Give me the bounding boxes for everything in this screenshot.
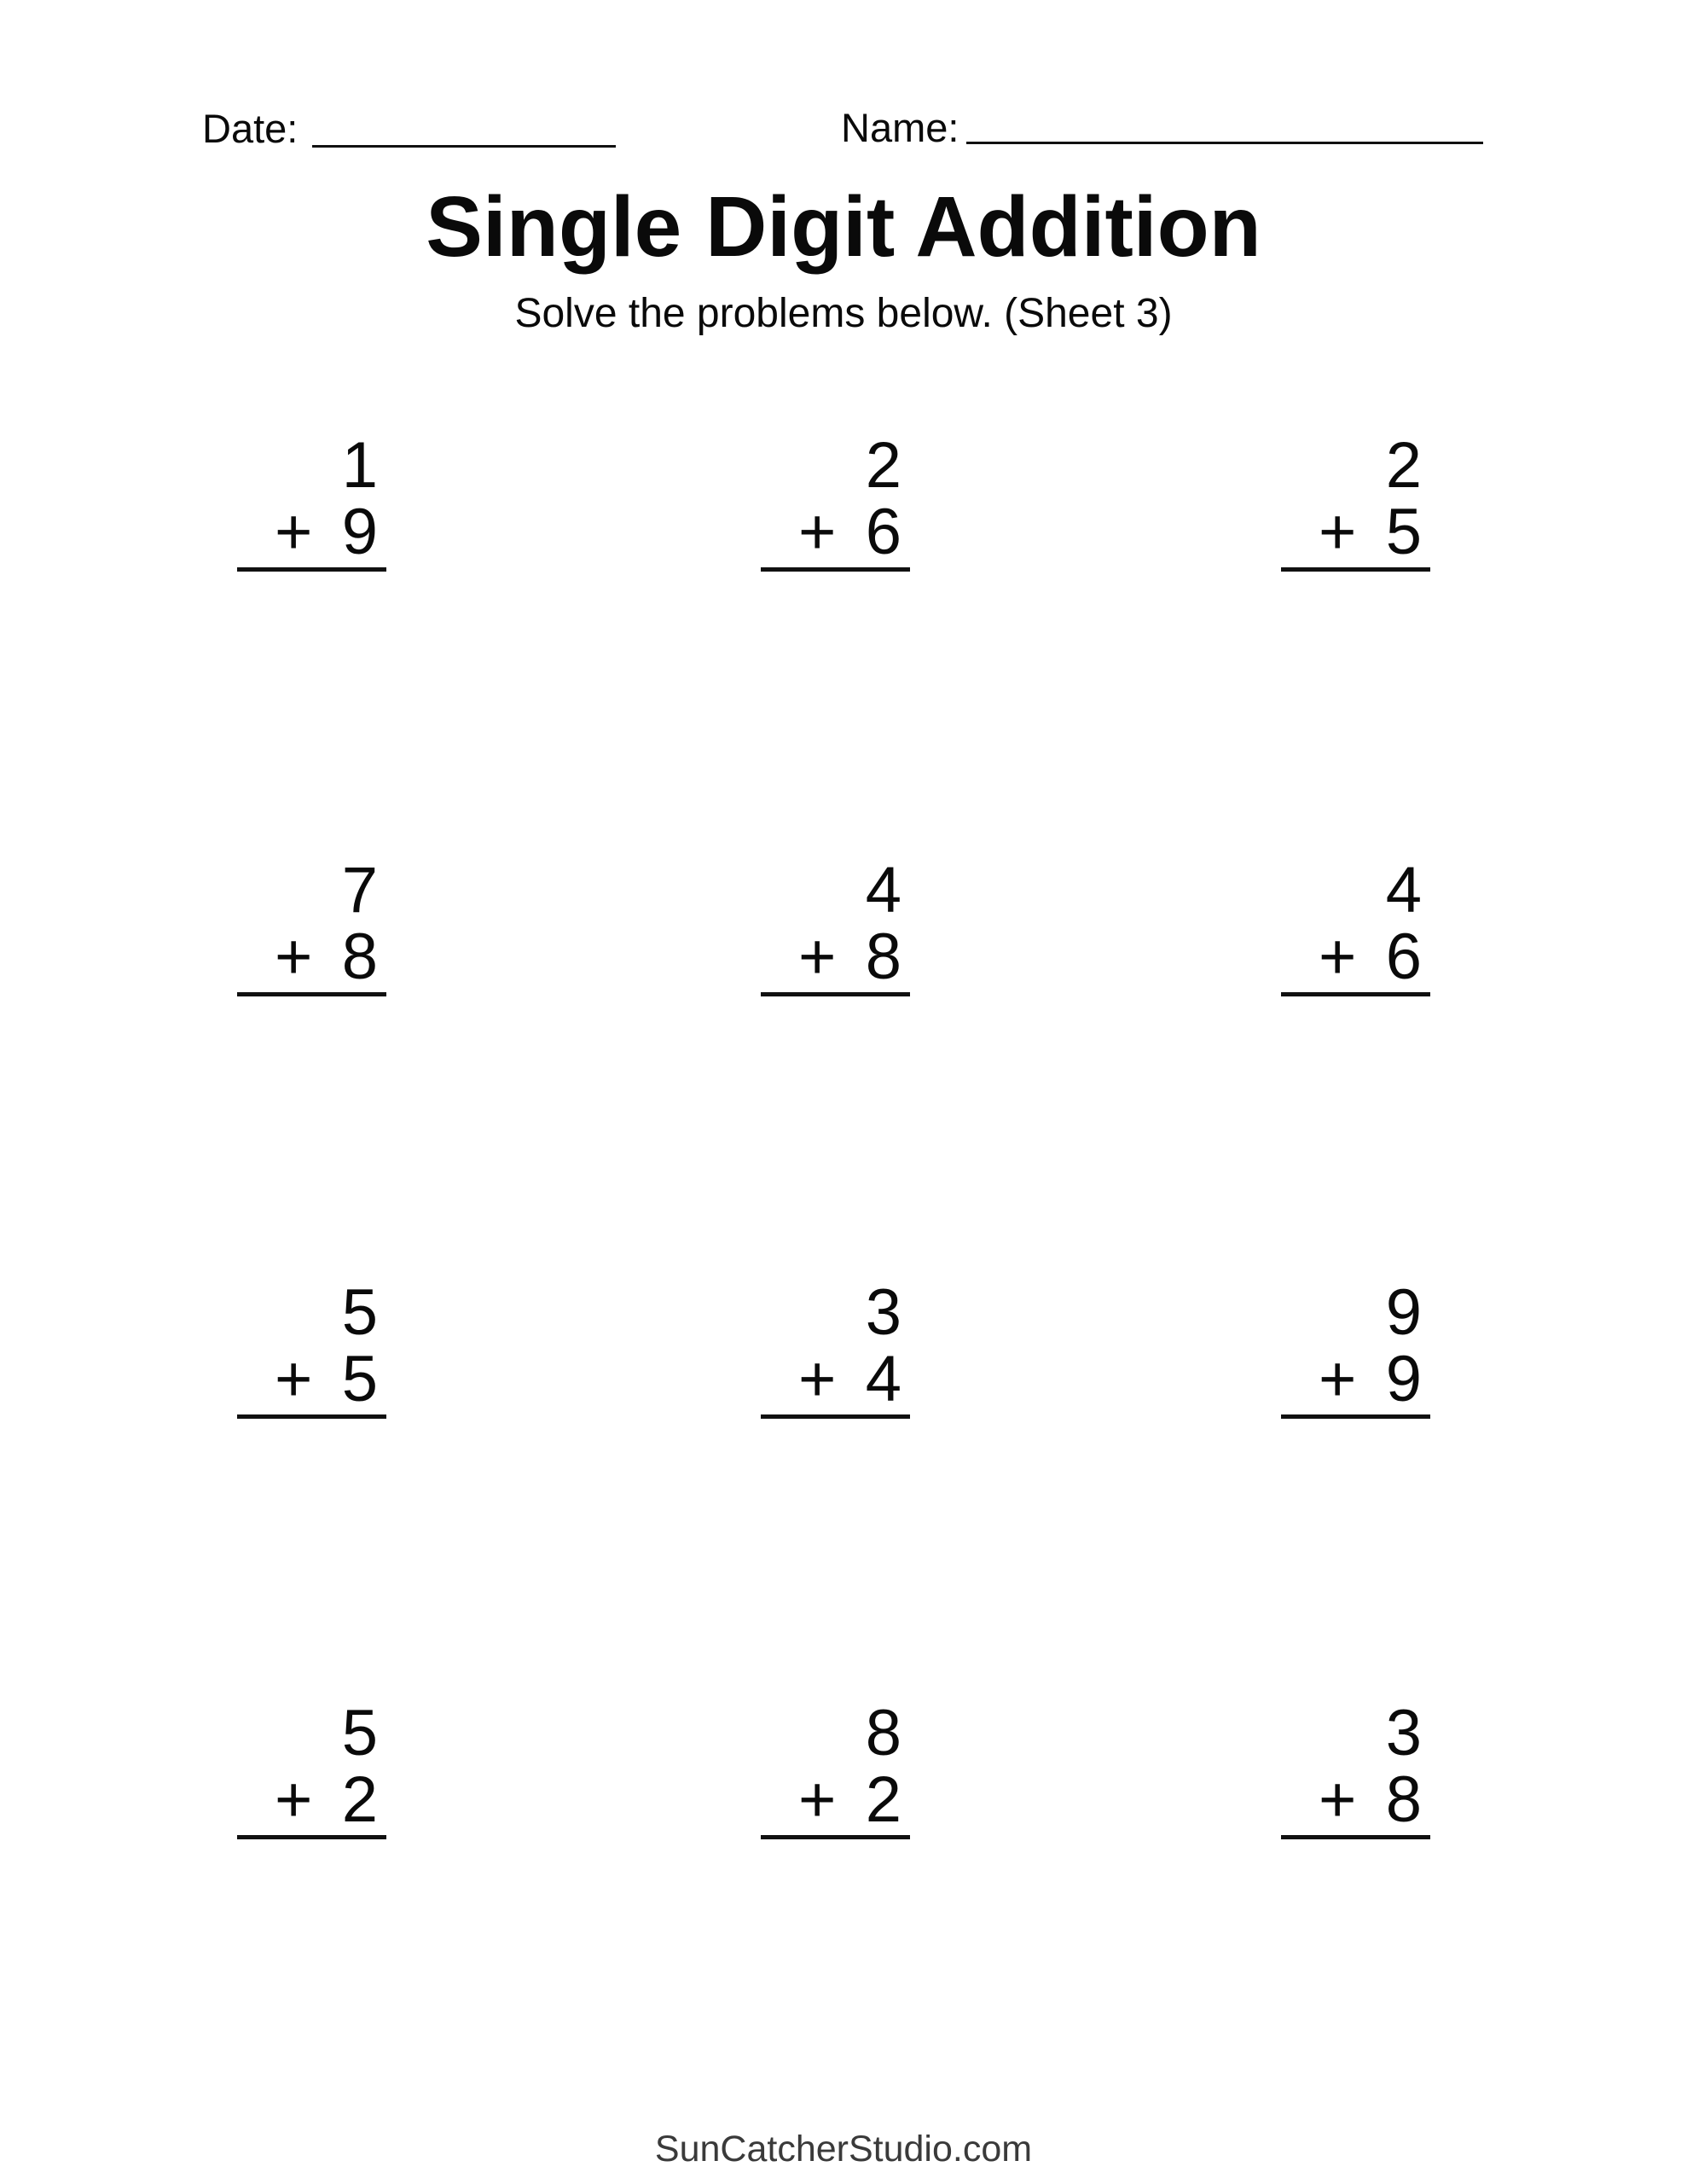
top-operand: 4 xyxy=(865,854,901,926)
bottom-operand: 2 xyxy=(341,1763,378,1836)
plus-operator: + xyxy=(1319,1343,1357,1415)
addition-problem-2 xyxy=(761,429,910,572)
bottom-operand: 4 xyxy=(865,1343,901,1415)
plus-operator: + xyxy=(1319,496,1357,568)
bottom-operand: 9 xyxy=(341,496,378,568)
addition-problem-5 xyxy=(761,854,910,996)
addition-problem-3 xyxy=(1281,429,1430,572)
bottom-operand: 2 xyxy=(865,1763,901,1836)
top-operand: 3 xyxy=(1385,1697,1422,1769)
plus-operator: + xyxy=(798,921,837,993)
date-fill-in-line[interactable] xyxy=(312,145,616,148)
bottom-operand: 5 xyxy=(1385,496,1422,568)
page-title: Single Digit Addition xyxy=(426,179,1261,275)
bottom-operand: 8 xyxy=(865,921,901,993)
plus-operator: + xyxy=(798,496,837,568)
name-label: Name: xyxy=(841,105,959,150)
addition-problem-11 xyxy=(761,1697,910,1839)
top-operand: 7 xyxy=(341,854,378,926)
addition-problem-10 xyxy=(237,1697,386,1839)
plus-operator: + xyxy=(275,1763,313,1836)
addition-problem-8 xyxy=(761,1276,910,1419)
bottom-operand: 9 xyxy=(1385,1343,1422,1415)
top-operand: 3 xyxy=(865,1276,901,1349)
plus-operator: + xyxy=(275,1343,313,1415)
addition-problem-4 xyxy=(237,854,386,996)
addition-problem-1 xyxy=(237,429,386,572)
bottom-operand: 6 xyxy=(1385,921,1422,993)
plus-operator: + xyxy=(798,1343,837,1415)
bottom-operand: 6 xyxy=(865,496,901,568)
page-subtitle: Solve the problems below. (Sheet 3) xyxy=(514,291,1173,336)
top-operand: 8 xyxy=(865,1697,901,1769)
plus-operator: + xyxy=(1319,921,1357,993)
plus-operator: + xyxy=(275,921,313,993)
addition-problem-9 xyxy=(1281,1276,1430,1419)
bottom-operand: 8 xyxy=(341,921,378,993)
top-operand: 9 xyxy=(1385,1276,1422,1349)
top-operand: 5 xyxy=(341,1276,378,1349)
addition-problem-6 xyxy=(1281,854,1430,996)
top-operand: 4 xyxy=(1385,854,1422,926)
top-operand: 5 xyxy=(341,1697,378,1769)
top-operand: 2 xyxy=(1385,429,1422,502)
name-fill-in-line[interactable] xyxy=(966,142,1483,144)
bottom-operand: 5 xyxy=(341,1343,378,1415)
plus-operator: + xyxy=(798,1763,837,1836)
bottom-operand: 8 xyxy=(1385,1763,1422,1836)
plus-operator: + xyxy=(1319,1763,1357,1836)
addition-problem-12 xyxy=(1281,1697,1430,1839)
top-operand: 2 xyxy=(865,429,901,502)
plus-operator: + xyxy=(275,496,313,568)
footer-credit: SunCatcherStudio.com xyxy=(654,2129,1033,2169)
top-operand: 1 xyxy=(341,429,378,502)
addition-problem-7 xyxy=(237,1276,386,1419)
date-label: Date: xyxy=(202,106,299,151)
